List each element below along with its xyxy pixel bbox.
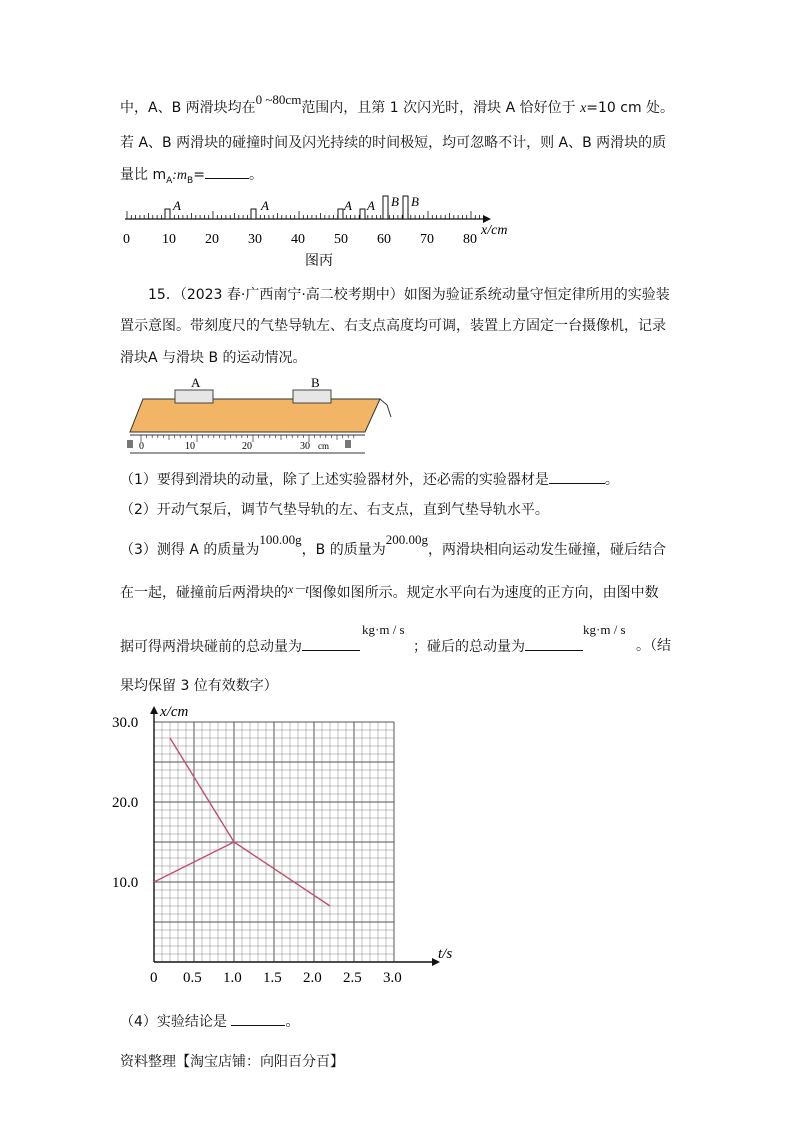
strobe-label-a3: A [344,198,352,213]
x-tick-label: 0 [150,970,158,986]
mass-b-value: 200.00g [385,532,428,547]
y-tick-label: 10.0 [112,875,139,891]
answer-blank-momentum-before[interactable] [302,636,360,651]
unit-label-before: kg·m / s [362,622,405,637]
q15-line-2: 置示意图。带刻度尺的气垫导轨左、右支点高度均可调，装置上方固定一台摄像机，记录 [120,318,666,334]
figure-strobe-ruler [115,188,525,270]
q15-header: 15．（2023 春·广西南宁·高二校考期中）如图为验证系统动量守恒定律所用的实验装 [148,287,670,303]
figure-caption: 图丙 [305,253,333,269]
q15-part-3-line-2: 在一起，碰撞前后两滑块的x－t图像如图所示。规定水平向右为速度的正方向，由图中数 [120,582,659,601]
q15-part-3-line-3b: ；碰后的总动量为 [413,636,583,657]
apparatus-unit: cm [318,441,329,451]
figure-air-track [125,375,400,460]
x-tick-label: 1.0 [223,970,242,986]
apparatus-tick-20: 20 [242,441,252,452]
apparatus-label-a: A [191,375,201,390]
q14-line-1: 中，A、B 两滑块均在0 ~80cm范围内，且第 1 次闪光时，滑块 A 恰好位于 x=10 cm 处。 [120,92,675,116]
x-tick-label: 2.5 [343,970,362,986]
q15-part-4: （4）实验结论是 。 [120,1011,299,1032]
q15-part-2: （2）开动气泵后，调节气垫导轨的左、右支点，直到气垫导轨水平。 [120,502,549,518]
y-axis-label: x/cm [160,704,189,720]
q14-line-2: 若 A、B 两滑块的碰撞时间及闪光持续的时间极短，均可忽略不计，则 A、B 两滑块的质 [120,135,667,151]
y-tick-label: 30.0 [112,715,139,731]
ruler-tick-label: 50 [334,232,348,247]
strobe-label-a1: A [173,198,181,213]
q15-line-3: 滑块A 与滑块 B 的运动情况。 [120,350,307,366]
unit-label-after: kg·m / s [583,622,626,637]
xt-chart [110,700,453,986]
q15-part-3-line-3: 据可得两滑块碰前的总动量为 [120,636,360,657]
strobe-label-a4: A [367,198,375,213]
ruler-axis-label: x/cm [481,223,508,238]
apparatus-tick-0: 0 [139,441,144,452]
q15-part-1: （1）要得到滑块的动量，除了上述实验器材外，还必需的实验器材是 。 [120,469,619,490]
y-tick-label: 20.0 [112,795,139,811]
x-tick-label: 2.0 [303,970,322,986]
answer-blank-mass-ratio[interactable] [205,164,249,179]
footer-note: 资料整理【淘宝店铺：向阳百分百】 [120,1054,344,1070]
mass-a-value: 100.00g [259,532,302,547]
ruler-tick-label: 70 [420,232,434,247]
ruler-tick-label: 30 [248,232,262,247]
x-tick-label: 0.5 [183,970,202,986]
ruler-tick-label: 20 [205,232,219,247]
range-label: 0 ~80cm [255,92,302,107]
q15-part-3-line-1: （3）测得 A 的质量为100.00g，B 的质量为200.00g，两滑块相向运动发生碰撞，碰后结合 [120,532,666,558]
answer-blank-instrument[interactable] [549,469,605,484]
answer-blank-conclusion[interactable] [231,1011,285,1026]
ruler-tick-label: 0 [123,232,130,247]
apparatus-tick-30: 30 [300,441,310,452]
apparatus-label-b: B [311,375,320,390]
ruler-tick-label: 80 [463,232,477,247]
apparatus-tick-10: 10 [185,441,195,452]
answer-blank-momentum-after[interactable] [525,636,583,651]
strobe-label-b1: B [391,194,399,209]
q14-line-3: 量比 $m_A:m_B=$ 。 [120,164,263,191]
strobe-label-a2: A [261,198,269,213]
ruler-tick-label: 40 [291,232,305,247]
strobe-label-b2: B [411,194,419,209]
x-axis-label: t/s [438,946,453,962]
x-tick-label: 3.0 [383,970,402,986]
ruler-tick-label: 10 [162,232,176,247]
q15-part-3-line-3c: 。（结 [636,638,671,654]
q15-part-3-line-4: 果均保留 3 位有效数字） [120,678,278,694]
x-tick-label: 1.5 [263,970,282,986]
ruler-tick-label: 60 [377,232,391,247]
